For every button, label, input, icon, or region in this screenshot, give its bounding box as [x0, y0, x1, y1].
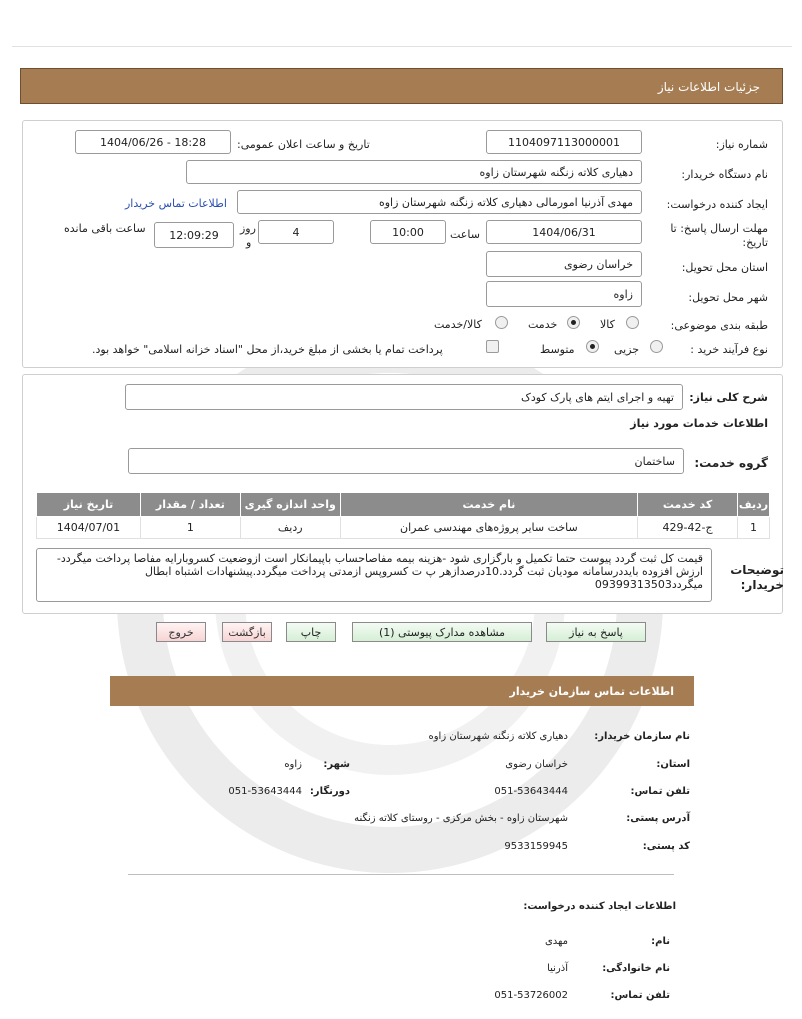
notes-label-2: خریدار: — [740, 578, 784, 592]
buyer-contact-link[interactable]: اطلاعات تماس خریدار — [125, 197, 227, 210]
cell-code: ج-42-429 — [638, 517, 738, 539]
contact-phone-label: تلفن تماس: — [630, 786, 690, 797]
remaining-time-field: 12:09:29 — [154, 222, 234, 248]
contact-org: دهیاری کلاته زنگنه شهرستان زاوه — [428, 731, 568, 742]
category-radio-service[interactable] — [567, 316, 580, 329]
contact-divider — [128, 874, 674, 875]
cell-date: 1404/07/01 — [37, 517, 141, 539]
need-details-panel — [22, 120, 783, 368]
notes-box — [36, 548, 712, 602]
province-label: استان محل تحویل: — [681, 261, 768, 274]
process-label: نوع فرآیند خرید : — [690, 343, 768, 356]
category-option-goods: کالا — [600, 318, 615, 331]
contact-fax-label: دورنگار: — [309, 786, 350, 797]
category-option-both: کالا/خدمت — [434, 318, 482, 331]
creator-name-label: نام: — [651, 936, 670, 947]
cell-row: 1 — [738, 517, 770, 539]
page-title: جزئیات اطلاعات نیاز — [657, 80, 760, 94]
creator-phone-label: تلفن تماس: — [610, 990, 670, 1001]
summary-label: شرح کلی نیاز: — [689, 391, 768, 404]
exit-button[interactable]: خروج — [156, 622, 206, 642]
city-field[interactable]: زاوه — [486, 281, 642, 307]
creator-family-label: نام خانوادگی: — [602, 963, 670, 974]
notes-label: توضیحات — [730, 563, 784, 577]
process-option-medium: متوسط — [540, 343, 575, 356]
reply-button[interactable]: پاسخ به نیاز — [546, 622, 646, 642]
contact-org-label: نام سازمان خریدار: — [594, 731, 690, 742]
cell-name: ساخت سایر پروژه‌های مهندسی عمران — [340, 517, 637, 539]
remaining-time-label: ساعت باقی مانده — [64, 222, 146, 235]
contact-city-label: شهر: — [323, 759, 350, 770]
process-option-minor: جزیی — [614, 343, 640, 356]
col-unit: واحد اندازه گیری — [240, 493, 340, 517]
buyer-org-field[interactable]: دهیاری کلاته زنگنه شهرستان زاوه — [186, 160, 642, 184]
province-field[interactable]: خراسان رضوی — [486, 251, 642, 277]
contact-title: اطلاعات تماس سازمان خریدار — [509, 685, 674, 698]
contact-address: شهرستان زاوه - بخش مرکزی - روستای کلاته زنگنه — [354, 813, 568, 824]
treasury-payment-checkbox[interactable] — [486, 340, 499, 353]
creator-label: ایجاد کننده درخواست: — [666, 198, 768, 211]
creator-phone: 051-53726002 — [494, 990, 568, 1001]
contact-address-label: آدرس پستی: — [626, 813, 690, 824]
table-row[interactable] — [37, 517, 770, 539]
category-label: طبقه بندی موضوعی: — [670, 319, 768, 332]
creator-field[interactable]: مهدی آذرنیا امورمالی دهیاری کلاته زنگنه شهرستان زاوه — [237, 190, 642, 214]
deadline-date-field[interactable]: 1404/06/31 — [486, 220, 642, 244]
category-option-service: خدمت — [528, 318, 558, 331]
back-button[interactable]: بازگشت — [222, 622, 272, 642]
col-name: نام خدمت — [340, 493, 637, 517]
category-radio-both[interactable] — [495, 316, 508, 329]
contact-province: خراسان رضوی — [505, 759, 568, 770]
services-heading: اطلاعات خدمات مورد نیاز — [630, 417, 768, 430]
announce-date-field[interactable]: 1404/06/26 - 18:28 — [75, 130, 231, 154]
contact-header — [110, 676, 694, 706]
announce-date-label: تاریخ و ساعت اعلان عمومی: — [237, 138, 370, 151]
deadline-label: مهلت ارسال پاسخ: تا — [670, 222, 768, 235]
page-header — [20, 68, 783, 104]
service-group-field[interactable]: ساختمان — [128, 448, 684, 474]
summary-field[interactable]: تهیه و اجرای ایتم های پارک کودک — [125, 384, 683, 410]
deadline-time-field[interactable]: 10:00 — [370, 220, 446, 244]
contact-fax: 051-53643444 — [228, 786, 302, 797]
services-table-header — [37, 493, 770, 517]
service-group-label: گروه خدمت: — [694, 456, 768, 470]
city-label: شهر محل تحویل: — [688, 291, 768, 304]
process-radio-medium[interactable] — [586, 340, 599, 353]
col-date: تاریخ نیاز — [37, 493, 141, 517]
creator-name: مهدی — [544, 936, 568, 947]
days-remaining-field: 4 — [258, 220, 334, 244]
need-number-field[interactable]: 1104097113000001 — [486, 130, 642, 154]
col-code: کد خدمت — [638, 493, 738, 517]
col-quantity: تعداد / مقدار — [140, 493, 240, 517]
contact-postal-label: کد پستی: — [642, 841, 690, 852]
day-label: روز — [240, 222, 256, 235]
contact-province-label: استان: — [656, 759, 690, 770]
contact-phone: 051-53643444 — [494, 786, 568, 797]
deadline-time-label: ساعت — [450, 228, 480, 241]
process-radio-minor[interactable] — [650, 340, 663, 353]
creator-family: آذرنیا — [547, 963, 568, 974]
treasury-payment-note: پرداخت تمام یا بخشی از مبلغ خرید،از محل "اسناد خزانه اسلامی" خواهد بود. — [92, 343, 443, 356]
creator-info-title: اطلاعات ایجاد کننده درخواست: — [523, 901, 676, 912]
print-button[interactable]: چاپ — [286, 622, 336, 642]
top-divider — [12, 46, 792, 47]
cell-quantity: 1 — [140, 517, 240, 539]
and-label: و — [246, 236, 252, 249]
cell-unit: ردیف — [240, 517, 340, 539]
services-table — [36, 492, 770, 539]
buyer-org-label: نام دستگاه خریدار: — [681, 168, 768, 181]
category-radio-goods[interactable] — [626, 316, 639, 329]
deadline-date-label: تاریخ: — [742, 236, 768, 249]
view-attachments-button[interactable]: مشاهده مدارک پیوستی (1) — [352, 622, 532, 642]
col-row: ردیف — [738, 493, 770, 517]
notes-text: قیمت کل ثبت گردد پیوست حتما تکمیل و بارگزاری شود -هزینه بیمه مفاصاحساب باپیمانکار است ازوضعیت کسروبارایه مفاصا پرداخت میگردد-ارزش افزوده بایددرسامانه مودیان ثبت گردد.10درصدازهر پ ت کسروپس ازمدتی پرداخت میگردد.پیشنهادات اشتباه ابطال میگردد09399313503 — [56, 552, 703, 591]
contact-postal: 9533159945 — [504, 841, 568, 852]
contact-city: زاوه — [284, 759, 302, 770]
need-number-label: شماره نیاز: — [715, 138, 768, 151]
